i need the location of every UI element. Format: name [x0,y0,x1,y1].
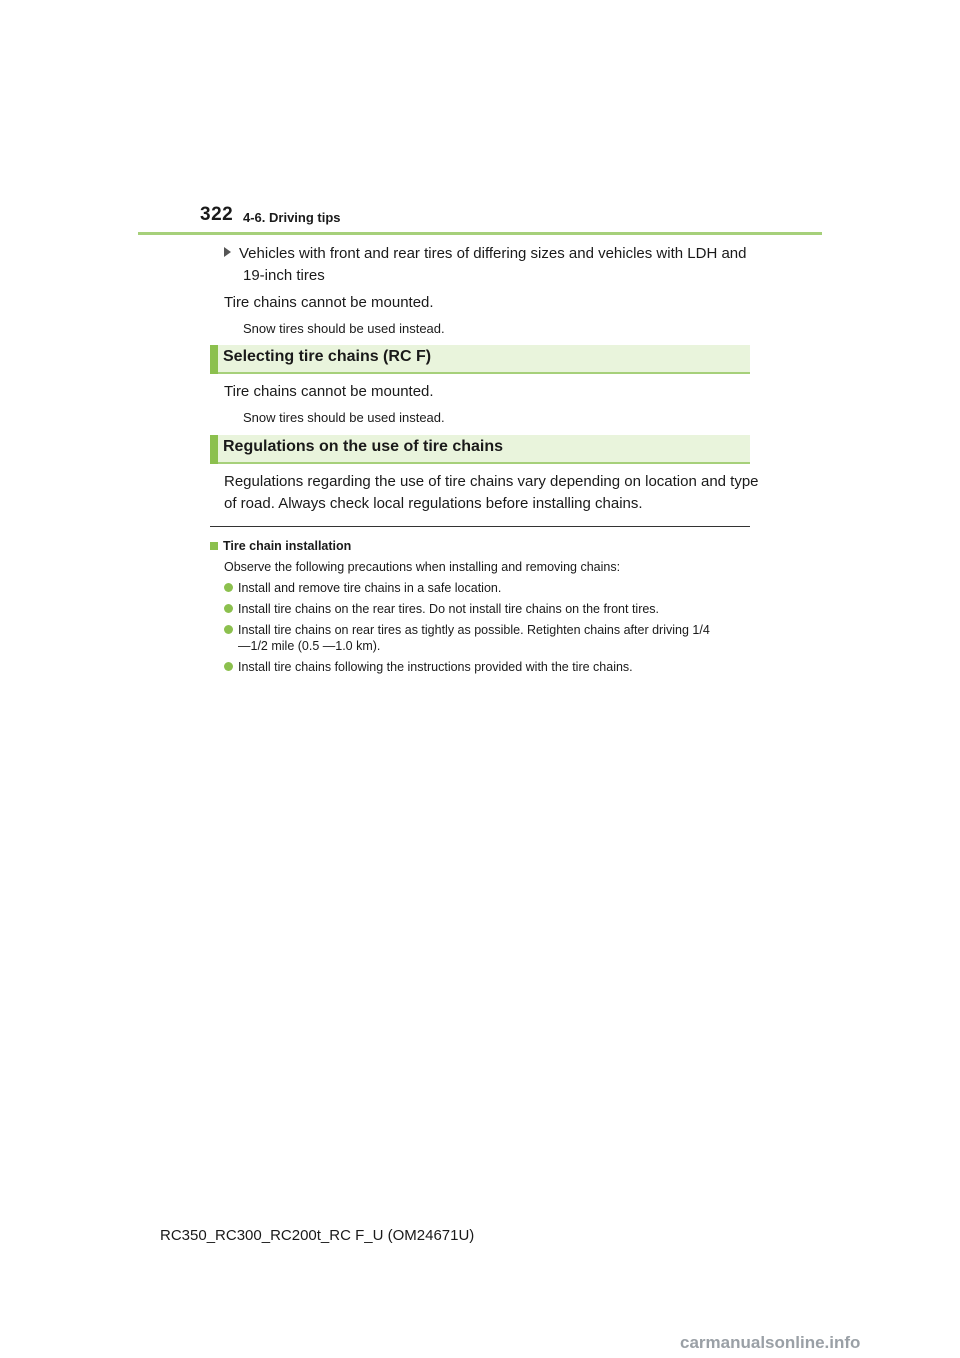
rcf-note: Snow tires should be used instead. [243,410,445,425]
regulations-line-2: of road. Always check local regulations before installing chains. [224,495,643,512]
page-number: 322 [200,204,234,225]
divider [210,526,750,527]
circle-bullet-icon [224,583,233,592]
regulations-line-1: Regulations regarding the use of tire chains vary depending on location and type [224,473,759,490]
section-label: 4-6. Driving tips [243,210,341,225]
list-item: Install tire chains on rear tires as tightly as possible. Retighten chains after driving 1/4 [224,622,710,638]
section-title-rcf: Selecting tire chains (RC F) [223,348,432,365]
bar-accent [210,435,218,464]
circle-bullet-icon [224,604,233,613]
circle-bullet-icon [224,662,233,671]
installation-heading: Tire chain installation [210,538,351,554]
list-item: Install tire chains following the instructions provided with the tire chains. [224,659,633,675]
footer-model: RC350_RC300_RC200t_RC F_U (OM24671U) [160,1227,475,1244]
watermark: carmanualsonline.info [680,1333,861,1352]
section-title-regulations: Regulations on the use of tire chains [223,438,504,455]
list-item: Install tire chains on the rear tires. Do not install tire chains on the front tires. [224,601,659,617]
bar-accent [210,345,218,374]
list-item: Install and remove tire chains in a safe location. [224,580,501,596]
intro-bullet-cont: 19-inch tires [243,267,325,284]
circle-bullet-icon [224,625,233,634]
section-bar-rcf [210,345,750,374]
list-item-cont: —1/2 mile (0.5 —1.0 km). [238,639,381,653]
intro-note: Snow tires should be used instead. [243,321,445,336]
section-bar-regulations [210,435,750,464]
intro-bullet: Vehicles with front and rear tires of differing sizes and vehicles with LDH and [224,243,746,265]
square-bullet-icon [210,542,218,550]
intro-text: Tire chains cannot be mounted. [224,294,434,311]
header-rule [138,232,822,235]
installation-lead: Observe the following precautions when installing and removing chains: [224,560,621,574]
triangle-bullet-icon [224,247,231,257]
rcf-text: Tire chains cannot be mounted. [224,383,434,400]
